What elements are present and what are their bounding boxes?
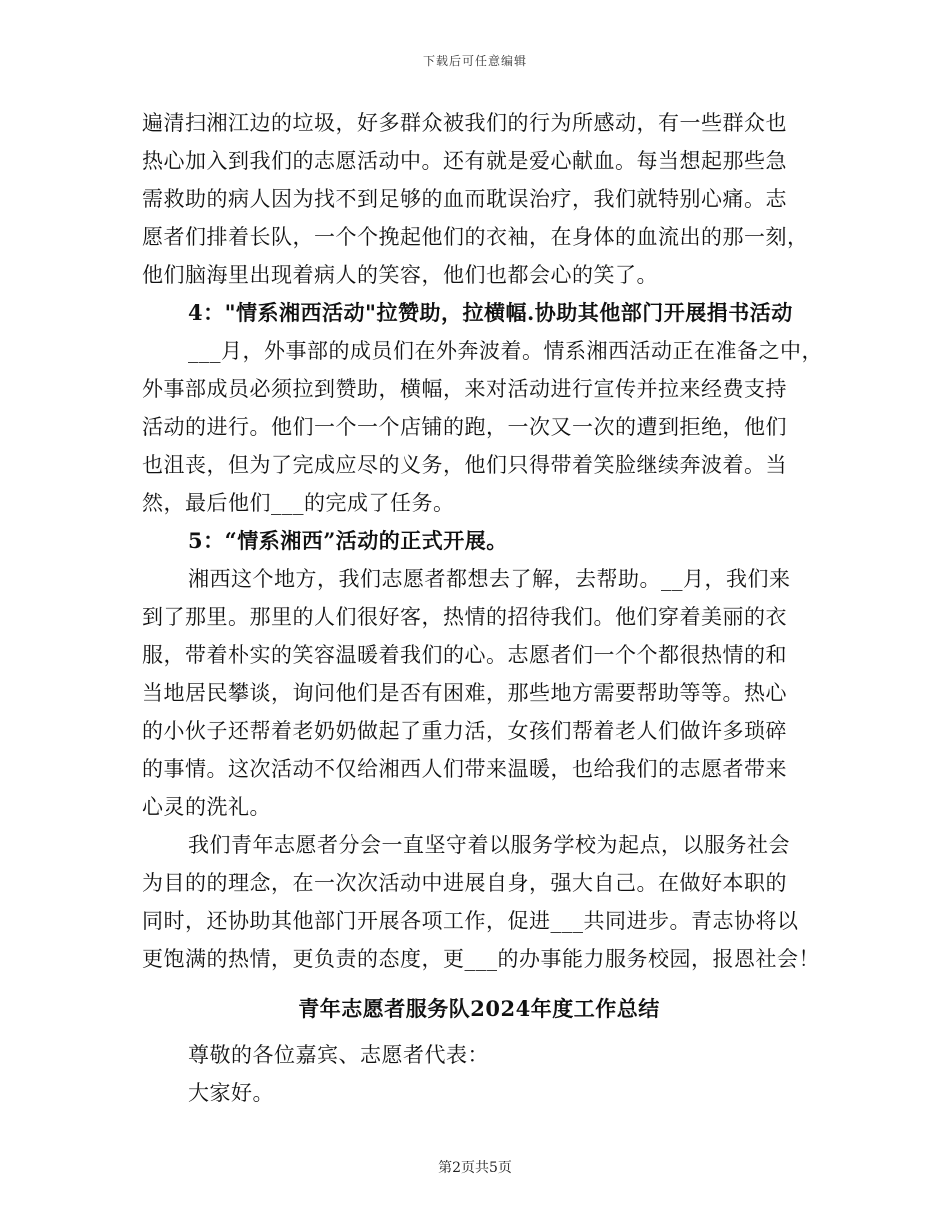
greeting-line: 尊敬的各位嘉宾、志愿者代表： xyxy=(188,1043,489,1067)
paragraph-line: 然，最后他们___的完成了任务。 xyxy=(142,491,455,515)
paragraph-line: 到了那里。那里的人们很好客，热情的招待我们。他们穿着美丽的衣 xyxy=(142,605,787,629)
page-header: 下载后可任意编辑 xyxy=(422,54,527,68)
paragraph-line: 愿者们排着长队，一个个挽起他们的衣袖，在身体的血流出的那一刻， xyxy=(142,225,809,249)
paragraph-line: 的事情。这次活动不仅给湘西人们带来温暖，也给我们的志愿者带来 xyxy=(142,757,787,781)
paragraph-line: 遍清扫湘江边的垃圾，好多群众被我们的行为所感动，有一些群众也 xyxy=(142,111,787,135)
document-title: 青年志愿者服务队2024年度工作总结 xyxy=(298,996,660,1021)
paragraph-line: 心灵的洗礼。 xyxy=(142,795,271,819)
paragraph-line: 更饱满的热情，更负责的态度，更___的办事能力服务校园，报恩社会！ xyxy=(142,947,820,971)
document-body xyxy=(142,104,822,1112)
section-heading-4: 4："情系湘西活动"拉赞助，拉横幅.协助其他部门开展捐书活动 xyxy=(188,300,793,325)
paragraph-line: ___月，外事部的成员们在外奔波着。情系湘西活动正在准备之中， xyxy=(188,339,823,363)
paragraph-line: 活动的进行。他们一个一个店铺的跑，一次又一次的遭到拒绝，他们 xyxy=(142,415,787,439)
hello-line: 大家好。 xyxy=(188,1081,274,1105)
paragraph-line: 当地居民攀谈，询问他们是否有困难，那些地方需要帮助等等。热心 xyxy=(142,681,787,705)
paragraph-line: 我们青年志愿者分会一直坚守着以服务学校为起点，以服务社会 xyxy=(188,833,790,857)
paragraph-line: 外事部成员必须拉到赞助，横幅，来对活动进行宣传并拉来经费支持 xyxy=(142,377,787,401)
paragraph-line: 也沮丧，但为了完成应尽的义务，他们只得带着笑脸继续奔波着。当 xyxy=(142,453,787,477)
paragraph-line: 服，带着朴实的笑容温暖着我们的心。志愿者们一个个都很热情的和 xyxy=(142,643,787,667)
paragraph-line: 热心加入到我们的志愿活动中。还有就是爱心献血。每当想起那些急 xyxy=(142,149,787,173)
paragraph-line: 他们脑海里出现着病人的笑容，他们也都会心的笑了。 xyxy=(142,263,658,287)
paragraph-line: 湘西这个地方，我们志愿者都想去了解，去帮助。__月，我们来 xyxy=(188,567,791,591)
section-heading-5: 5：“情系湘西”活动的正式开展。 xyxy=(188,528,508,553)
paragraph-line: 为目的的理念，在一次次活动中进展自身，强大自己。在做好本职的 xyxy=(142,871,787,895)
paragraph-line: 需救助的病人因为找不到足够的血而耽误治疗，我们就特别心痛。志 xyxy=(142,187,787,211)
paragraph-line: 同时，还协助其他部门开展各项工作，促进___共同进步。青志协将以 xyxy=(142,909,799,933)
paragraph-line: 的小伙子还帮着老奶奶做起了重力活，女孩们帮着老人们做许多琐碎 xyxy=(142,719,787,743)
page-footer: 第2页共5页 xyxy=(438,1160,512,1176)
